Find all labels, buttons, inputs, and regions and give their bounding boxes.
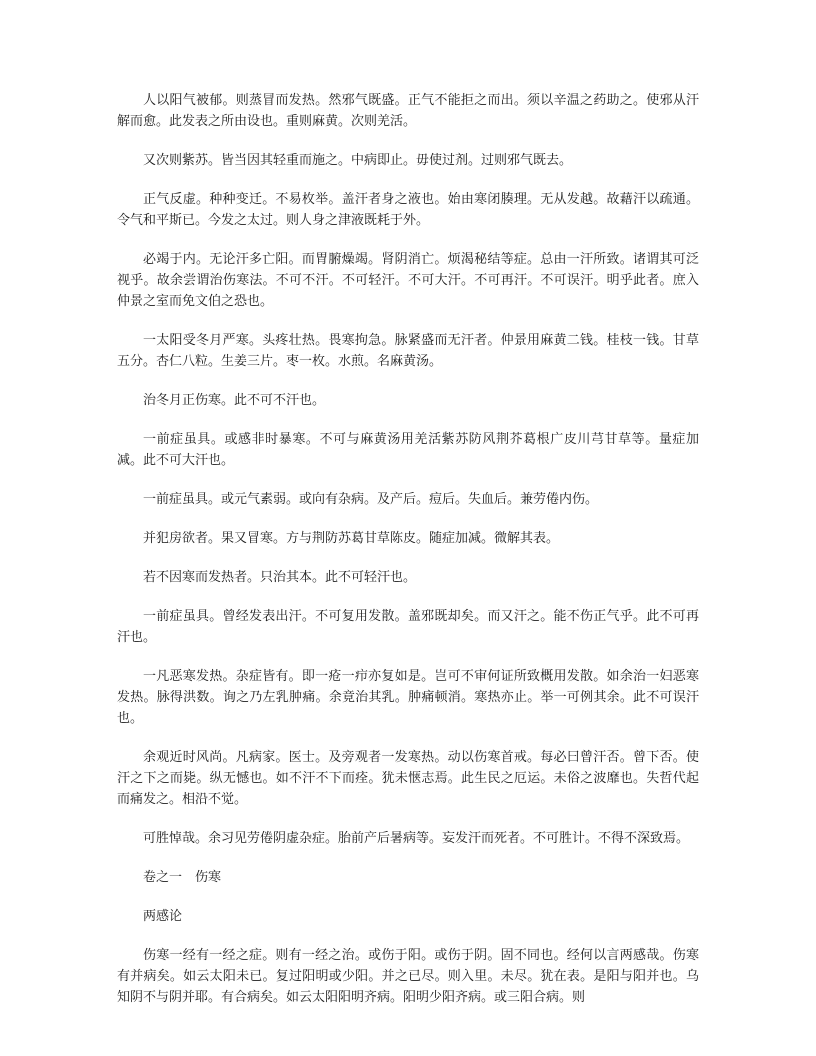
paragraph-11: 一前症虽具。曾经发表出汗。不可复用发散。盖邪既却矣。而又汗之。能不伤正气乎。此不可再汗也。 — [117, 609, 699, 645]
paragraph-4: 必竭于内。无论汗多亡阳。而胃腑燥竭。肾阴消亡。烦渴秘结等症。总由一汗所致。诸谓其可泛视乎。故余尝谓治伤寒法。不可不汗。不可轻汗。不可大汗。不可再汗。不可误汗。明乎此者。庶入仲景之室而免文伯之恐也。 — [117, 252, 699, 309]
paragraph-5: 一太阳受冬月严寒。头疼壮热。畏寒拘急。脉紧盛而无汗者。仲景用麻黄二钱。桂枝一钱。甘草五分。杏仁八粒。生姜三片。枣一枚。水煎。名麻黄汤。 — [117, 333, 699, 369]
paragraph-8: 一前症虽具。或元气素弱。或向有杂病。及产后。痘后。失血后。兼劳倦内伤。 — [143, 492, 599, 507]
paragraph-final: 伤寒一经有一经之症。则有一经之治。或伤于阳。或伤于阴。固不同也。经何以言两感哉。伤寒有并病矣。如云太阳未已。复过阳明或少阳。并之已尽。则入里。未尽。犹在表。是阳与阳并也。乌知阴不与阴并耶。有合病矣。如云太阳阳明齐病。阳明少阳齐病。或三阳合病。则 — [117, 948, 699, 1005]
document-page — [117, 90, 699, 1026]
paragraph-3: 正气反虚。种种变迁。不易枚举。盖汗者身之液也。始由寒闭腠理。无从发越。故藉汗以疏通。令气和平斯已。今发之太过。则人身之津液既耗于外。 — [117, 192, 699, 228]
paragraph-13: 余观近时风尚。凡病家。医士。及旁观者一发寒热。动以伤寒首戒。每必曰曾汗否。曾下否。使汗之下之而毙。纵无憾也。如不汗不下而痊。犹未惬志焉。此生民之厄运。未俗之波靡也。失哲代起而痛发之。相沿不觉。 — [117, 750, 699, 807]
section-heading: 两感论 — [143, 909, 183, 924]
paragraph-7: 一前症虽具。或感非时暴寒。不可与麻黄汤用羌活紫苏防风荆芥葛根广皮川芎甘草等。量症加减。此不可大汗也。 — [117, 432, 699, 468]
paragraph-1: 人以阳气被郁。则蒸冒而发热。然邪气既盛。正气不能拒之而出。须以辛温之药助之。使邪从汗解而愈。此发表之所由设也。重则麻黄。次则羌活。 — [117, 93, 699, 129]
paragraph-14: 可胜悼哉。余习见劳倦阴虚杂症。胎前产后暑病等。妄发汗而死者。不可胜计。不得不深致焉。 — [143, 831, 690, 846]
paragraph-10: 若不因寒而发热者。只治其本。此不可轻汗也。 — [143, 570, 417, 585]
volume-heading: 卷之一 伤寒 — [143, 870, 222, 885]
paragraph-12: 一凡恶寒发热。杂症皆有。即一疮一疖亦复如是。岂可不审何证所致概用发散。如余治一妇恶寒发热。脉得洪数。询之乃左乳肿痛。余竟治其乳。肿痛顿消。寒热亦止。举一可例其余。此不可误汗也。 — [117, 669, 699, 726]
paragraph-6: 治冬月正伤寒。此不可不汗也。 — [143, 393, 326, 408]
paragraph-2: 又次则紫苏。皆当因其轻重而施之。中病即止。毋使过剂。过则邪气既去。 — [143, 153, 573, 168]
paragraph-9: 并犯房欲者。果又冒寒。方与荆防苏葛甘草陈皮。随症加减。微解其表。 — [143, 531, 560, 546]
